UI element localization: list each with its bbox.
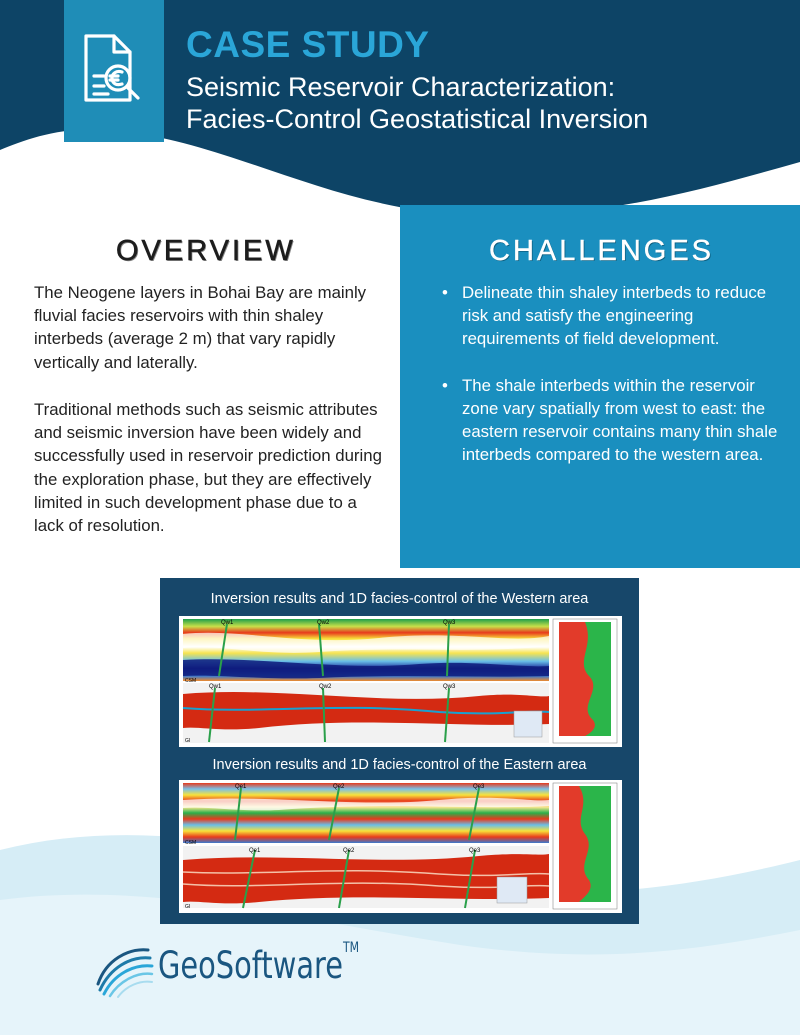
section-label: GI xyxy=(185,738,191,744)
challenges-list xyxy=(442,281,782,489)
figure-caption-east: Inversion results and 1D facies-control of the Eastern area xyxy=(212,757,587,773)
page-title: CASE STUDY xyxy=(186,24,430,65)
geosoftware-logo-text xyxy=(158,940,360,987)
well-label: Qw1 xyxy=(221,620,234,626)
seismic-section-east xyxy=(179,780,622,913)
overview-paragraph-1: The Neogene layers in Bohai Bay are mainly fluvial facies reservoirs with thin shaley interbeds (average 2 m) that vary rapidly vertically and laterally. xyxy=(34,283,367,372)
document-euro-magnifier-icon xyxy=(64,0,164,142)
overview-heading: OVERVIEW xyxy=(116,235,296,267)
challenge-item: • The shale interbeds within the reservoir zone vary spatially from west to east: the eastern reservoir contains many thin shale interbeds compared to the western area. xyxy=(442,374,782,467)
well-label: Qw2 xyxy=(319,684,332,690)
seismic-section-west xyxy=(179,616,622,747)
well-label: Qe2 xyxy=(333,784,345,790)
figure-panel xyxy=(160,578,639,924)
figure-caption-west: Inversion results and 1D facies-control of the Western area xyxy=(210,591,589,607)
geosoftware-logo-icon xyxy=(92,940,154,998)
seismic-image-east xyxy=(179,780,622,913)
seismic-image-west xyxy=(179,616,622,747)
header-icon-box xyxy=(64,0,164,142)
overview-paragraph-2: Traditional methods such as seismic attributes and seismic inversion have been widely and successfully used in reservoir prediction during the exploration phase, but they are effectively limited in such development phase due to a lack of resolution. xyxy=(34,400,382,536)
challenges-heading: CHALLENGES xyxy=(489,235,715,267)
well-label: Qe2 xyxy=(343,848,355,854)
well-label: Qw1 xyxy=(209,684,222,690)
section-label: GI xyxy=(185,904,191,910)
page-subtitle-line2: Facies-Control Geostatistical Inversion xyxy=(186,104,649,134)
logo-trademark: TM xyxy=(343,940,360,956)
page-subtitle-line1: Seismic Reservoir Characterization: xyxy=(186,72,616,102)
logo-name: GeoSoftware xyxy=(158,944,344,987)
challenge-item: • Delineate thin shaley interbeds to reduce risk and satisfy the engineering requirements of field development. xyxy=(442,281,782,351)
well-label: Qe3 xyxy=(469,848,481,854)
well-label: Qe3 xyxy=(473,784,485,790)
well-label: Qw3 xyxy=(443,620,456,626)
well-label: Qe1 xyxy=(235,784,247,790)
well-label: Qe1 xyxy=(249,848,261,854)
well-label: Qw3 xyxy=(443,684,456,690)
well-label: Qw2 xyxy=(317,620,330,626)
section-label: CSM xyxy=(185,840,197,846)
section-label: CSM xyxy=(185,678,197,684)
